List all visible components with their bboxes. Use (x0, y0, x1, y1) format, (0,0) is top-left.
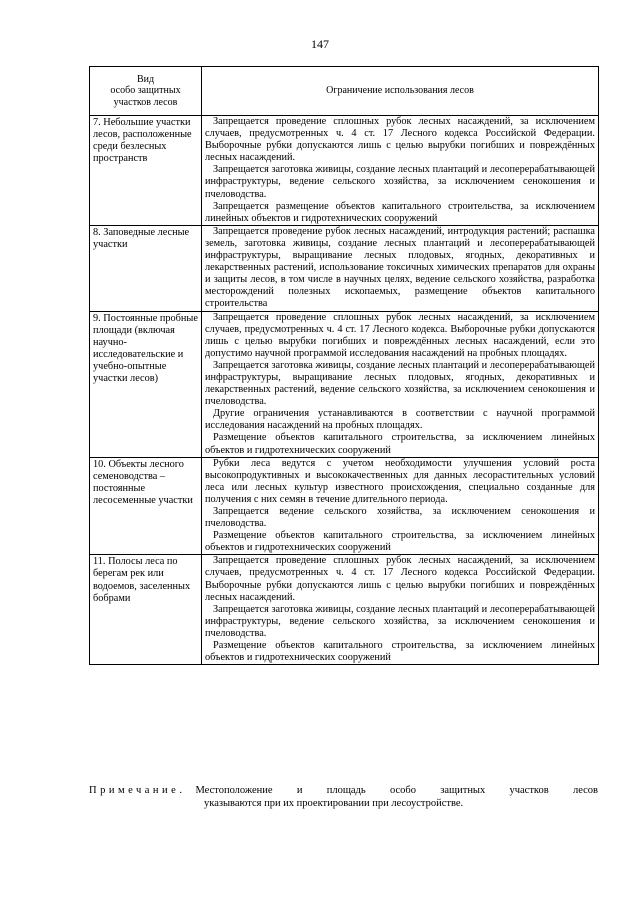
table-row (90, 225, 599, 311)
restriction-cell (202, 225, 599, 311)
restriction-cell (202, 311, 599, 457)
restriction-paragraph: Запрещается заготовка живицы, создание лесных плантаций и лесоперерабатывающей инфраструктуры, ведение сельского хозяйства, за исключением сенокошения и пчеловодства. (205, 164, 595, 200)
restriction-cell (202, 116, 599, 226)
restriction-paragraph: Размещение объектов капитального строительства, за исключением линейных объектов и гидротехнических сооружений (205, 640, 595, 664)
table-row (90, 116, 599, 226)
area-type: 11. Полосы леса по берегам рек или водоемов, заселенных бобрами (90, 555, 202, 665)
restriction-paragraph: Размещение объектов капитального строительства, за исключением линейных объектов и гидротехнических сооружений (205, 432, 595, 456)
restriction-paragraph: Размещение объектов капитального строительства, за исключением линейных объектов и гидротехнических сооружений (205, 530, 595, 554)
protective-areas-table (89, 66, 599, 665)
header-restriction: Ограничение использования лесов (202, 67, 599, 116)
table-row (90, 457, 599, 555)
header-type-line: Вид (136, 73, 155, 85)
header-type-line: участков лесов (113, 96, 178, 108)
restriction-paragraph: Запрещается размещение объектов капитального строительства, за исключением линейных объектов и гидротехнических сооружений (205, 200, 595, 224)
note-label: Примечание. (89, 785, 186, 796)
table-header-row (90, 67, 599, 116)
restriction-paragraph: Рубки леса ведутся с учетом необходимости улучшения условий роста высокопродуктивных и высококачественных для данных лесорастительных условий леса или лесных культур известного происхождения, специально созданные для получения с них семян в течение длительного периода. (205, 457, 595, 505)
table-row (90, 311, 599, 457)
restriction-paragraph: Запрещается проведение сплошных рубок лесных насаждений, за исключением случаев, предусмотренных ч. 4 ст. 17 Лесного кодекса. Выборочные рубки допускаются лишь с целью вырубки погибших и повреждённых лесных насаждений, если это допустимо научной программой исследования насаждений на пробных площадях. (205, 311, 595, 359)
area-type: 9. Постоянные пробные площади (включая научно-исследовательские и учебно-опытные участки лесов) (90, 311, 202, 457)
restriction-paragraph: Другие ограничения устанавливаются в соответствии с научной программой исследования насаждений на пробных площадях. (205, 408, 595, 432)
restriction-paragraph: Запрещается ведение сельского хозяйства, за исключением сенокошения и пчеловодства. (205, 506, 595, 530)
restriction-paragraph: Запрещается проведение сплошных рубок лесных насаждений, за исключением случаев, предусмотренных ч. 4 ст. 17 Лесного кодекса Российской Федерации. Выборочные рубки допускаются лишь с целью вырубки погибших и повреждённых лесных насаждений. (205, 116, 595, 164)
restriction-paragraph: Запрещается заготовка живицы, создание лесных плантаций и лесоперерабатывающей инфраструктуры, выращивание лесных плодовых, ягодных, декоративных и лекарственных растений, ведение сельского хозяйства, за исключением сенокошения и пчеловодства. (205, 359, 595, 408)
restriction-paragraph: Запрещается проведение рубок лесных насаждений, интродукция растений; распашка земель, заготовка живицы, создание лесных плантаций и лесоперерабатывающей инфраструктуры, выращивание лесных плодовых, ягодных, декоративных и лекарственных растений, использование токсичных химических препаратов для охраны и защиты лесов, в том числе в научных целях, ведение сельского хозяйства, разработка месторождений полезных ископаемых, размещение объектов капитального строительства (205, 225, 595, 310)
note-text-line: Местоположение и площадь особо защитных участков лесов (195, 785, 598, 796)
area-type: 10. Объекты лесного семеноводства – постоянные лесосеменные участки (90, 457, 202, 555)
table-note (89, 784, 598, 810)
area-type: 8. Заповедные лесные участки (90, 225, 202, 311)
note-text-continuation: указываются при их проектировании при лесоустройстве. (204, 798, 464, 809)
page-number: 147 (311, 37, 329, 51)
restriction-cell (202, 457, 599, 555)
restriction-paragraph: Запрещается заготовка живицы, создание лесных плантаций и лесоперерабатывающей инфраструктуры, ведение сельского хозяйства, за исключением сенокошения и пчеловодства. (205, 603, 595, 639)
table-row (90, 555, 599, 665)
header-type-line: особо защитных (110, 85, 181, 97)
restriction-cell (202, 555, 599, 665)
header-type (90, 67, 202, 116)
restriction-paragraph: Запрещается проведение сплошных рубок лесных насаждений, за исключением случаев, предусмотренных ч. 4 ст. 17 Лесного кодекса Российской Федерации. Выборочные рубки допускаются лишь с целью вырубки погибших и повреждённых лесных насаждений. (205, 555, 595, 603)
area-type: 7. Небольшие участки лесов, расположенные среди безлесных пространств (90, 116, 202, 226)
